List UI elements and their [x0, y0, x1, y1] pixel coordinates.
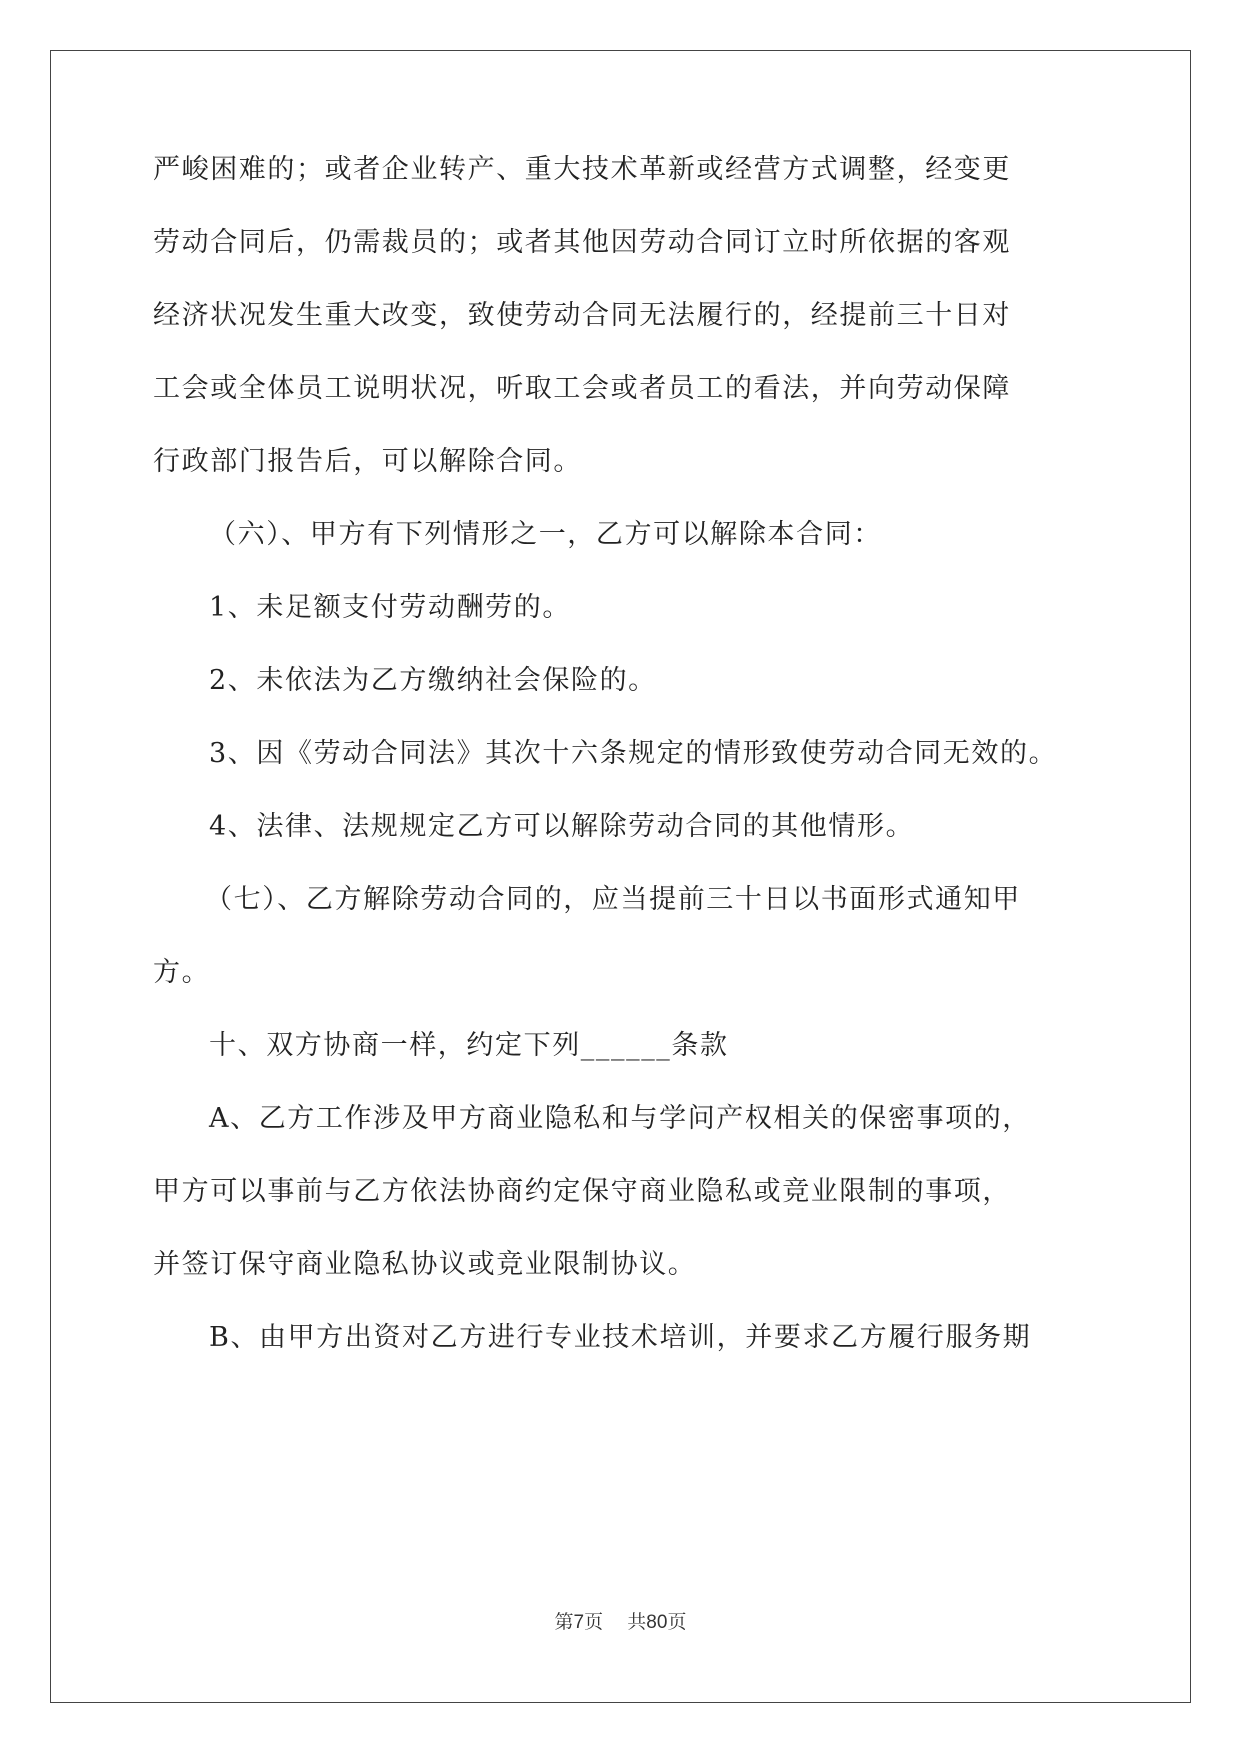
body-line: 方。	[153, 957, 211, 988]
body-line: 严峻困难的；或者企业转产、重大技术革新或经营方式调整，经变更	[153, 154, 1011, 185]
total-pages: 80	[646, 1612, 668, 1633]
section-heading: 十、双方协商一样，约定下列______条款	[209, 1030, 729, 1061]
page-number: 7	[573, 1612, 585, 1633]
section-heading: （六）、甲方有下列情形之一，乙方可以解除本合同：	[209, 519, 882, 550]
body-line: 经济状况发生重大改变，致使劳动合同无法履行的，经提前三十日对	[153, 300, 1011, 331]
list-item: 2、未依法为乙方缴纳社会保险的。	[209, 665, 657, 696]
list-item: 4、法律、法规规定乙方可以解除劳动合同的其他情形。	[209, 811, 915, 842]
body-line: 工会或全体员工说明状况，听取工会或者员工的看法，并向劳动保障	[153, 373, 1011, 404]
section-heading: （七）、乙方解除劳动合同的，应当提前三十日以书面形式通知甲	[205, 884, 1021, 915]
body-line: 甲方可以事前与乙方依法协商约定保守商业隐私或竞业限制的事项，	[153, 1176, 1011, 1207]
body-line: 行政部门报告后，可以解除合同。	[153, 446, 582, 477]
footer-suffix: 页	[667, 1611, 687, 1633]
body-line: 劳动合同后，仍需裁员的；或者其他因劳动合同订立时所依据的客观	[153, 227, 1011, 258]
clause-item: B、由甲方出资对乙方进行专业技术培训，并要求乙方履行服务期	[209, 1322, 1032, 1353]
footer-mid: 页 共	[584, 1611, 647, 1633]
footer-prefix: 第	[554, 1611, 574, 1633]
list-item: 3、因《劳动合同法》其次十六条规定的情形致使劳动合同无效的。	[209, 738, 1058, 769]
body-line: 并签订保守商业隐私协议或竞业限制协议。	[153, 1249, 697, 1280]
page-footer	[0, 1610, 1241, 1635]
clause-item: A、乙方工作涉及甲方商业隐私和与学问产权相关的保密事项的，	[209, 1103, 1031, 1134]
list-item: 1、未足额支付劳动酬劳的。	[209, 592, 571, 623]
